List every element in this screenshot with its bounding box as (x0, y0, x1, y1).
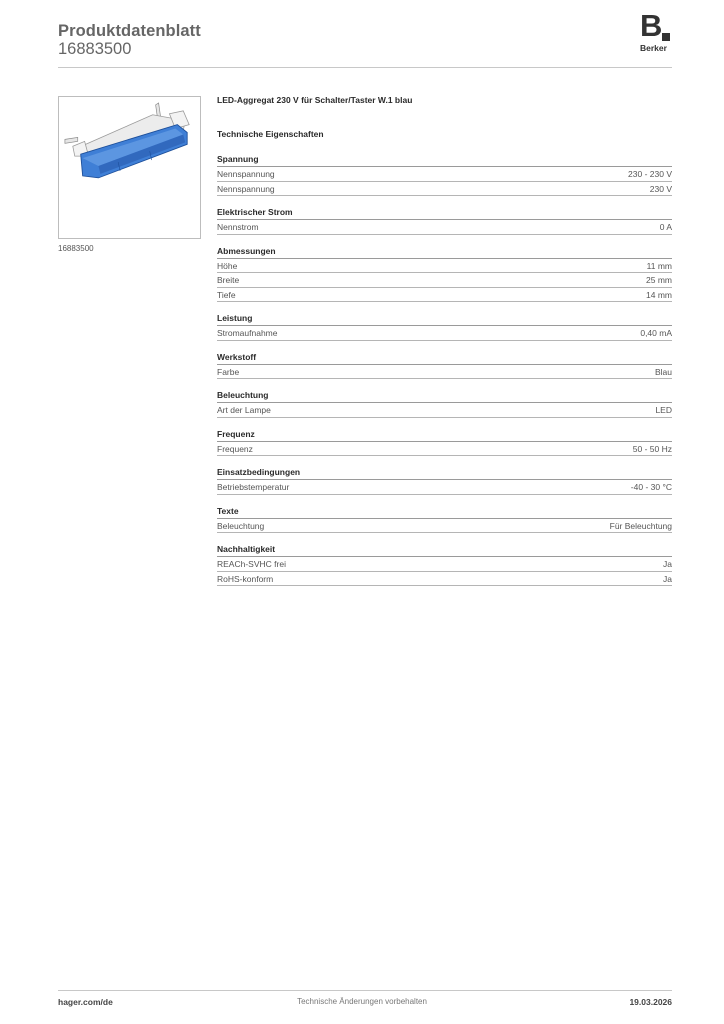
image-caption: 16883500 (58, 244, 94, 253)
spec-section (217, 429, 672, 457)
spec-row (217, 572, 672, 587)
spec-label: Art der Lampe (217, 405, 271, 415)
footer-note: Technische Änderungen vorbehalten (297, 997, 427, 1006)
section-heading: Frequenz (217, 429, 672, 442)
spec-value: 25 mm (646, 275, 672, 285)
spec-value: Blau (654, 366, 672, 377)
spec-row (217, 326, 672, 341)
logo-wordmark: Berker (640, 43, 667, 53)
spec-value: -40 - 30 °C (630, 482, 672, 492)
berker-logo (640, 8, 676, 56)
spec-row (217, 442, 672, 457)
spec-label: Frequenz (217, 443, 253, 454)
spec-value: LED (655, 405, 672, 415)
spec-label: REACh-SVHC frei (217, 559, 286, 569)
spec-section (217, 467, 672, 495)
footer-divider (58, 990, 672, 991)
spec-section (217, 246, 672, 303)
spec-sections (217, 154, 672, 586)
spec-section (217, 544, 672, 586)
header-divider (58, 67, 672, 68)
section-heading: Werkstoff (217, 352, 672, 365)
spec-row (217, 273, 672, 288)
spec-label: Breite (217, 275, 240, 285)
spec-row (217, 167, 672, 182)
spec-row (217, 557, 672, 572)
spec-value: 11 mm (646, 260, 672, 271)
spec-label: Farbe (217, 366, 240, 377)
spec-row (217, 288, 672, 303)
section-heading: Spannung (217, 154, 672, 167)
spec-value: 50 - 50 Hz (632, 443, 672, 454)
spec-section (217, 506, 672, 534)
section-heading: Einsatzbedingungen (217, 467, 672, 480)
spec-label: Stromaufnahme (217, 328, 278, 338)
spec-value: Ja (663, 573, 672, 584)
spec-value: 230 - 230 V (628, 169, 672, 179)
spec-value: 0,40 mA (640, 328, 672, 338)
led-module-illustration (59, 97, 200, 238)
spec-value: Für Beleuchtung (609, 520, 672, 531)
spec-section (217, 154, 672, 196)
spec-label: Nennspannung (217, 183, 275, 194)
spec-section (217, 390, 672, 418)
section-heading: Nachhaltigkeit (217, 544, 672, 557)
section-heading: Abmessungen (217, 246, 672, 259)
spec-row (217, 259, 672, 274)
product-number: 16883500 (58, 40, 132, 58)
spec-value: 14 mm (646, 289, 672, 300)
spec-value: 230 V (649, 183, 672, 194)
spec-row (217, 519, 672, 534)
spec-section (217, 207, 672, 235)
logo-letter: B (640, 8, 663, 43)
document-title: Produktdatenblatt (58, 22, 201, 40)
spec-label: Betriebstemperatur (217, 482, 290, 492)
spec-label: Nennspannung (217, 169, 275, 179)
section-heading: Beleuchtung (217, 390, 672, 403)
section-heading: Texte (217, 506, 672, 519)
spec-value: Ja (663, 559, 672, 569)
spec-label: Nennstrom (217, 222, 259, 232)
section-heading: Elektrischer Strom (217, 207, 672, 220)
logo-dot (662, 33, 670, 41)
spec-label: Höhe (217, 260, 238, 271)
spec-content (217, 95, 672, 586)
spec-row (217, 480, 672, 495)
footer-website[interactable]: hager.com/de (58, 997, 113, 1007)
product-image (58, 96, 201, 239)
product-title: LED-Aggregat 230 V für Schalter/Taster W.1 blau (217, 95, 413, 105)
footer-date: 19.03.2026 (629, 997, 672, 1007)
spec-label: Beleuchtung (217, 520, 265, 531)
spec-label: Tiefe (217, 289, 236, 300)
spec-label: RoHS-konform (217, 573, 274, 584)
spec-section (217, 313, 672, 341)
spec-section (217, 352, 672, 380)
spec-row (217, 365, 672, 380)
spec-row (217, 182, 672, 197)
spec-row (217, 220, 672, 235)
spec-row (217, 403, 672, 418)
spec-value: 0 A (659, 222, 672, 232)
tech-properties-title: Technische Eigenschaften (217, 129, 324, 139)
section-heading: Leistung (217, 313, 672, 326)
